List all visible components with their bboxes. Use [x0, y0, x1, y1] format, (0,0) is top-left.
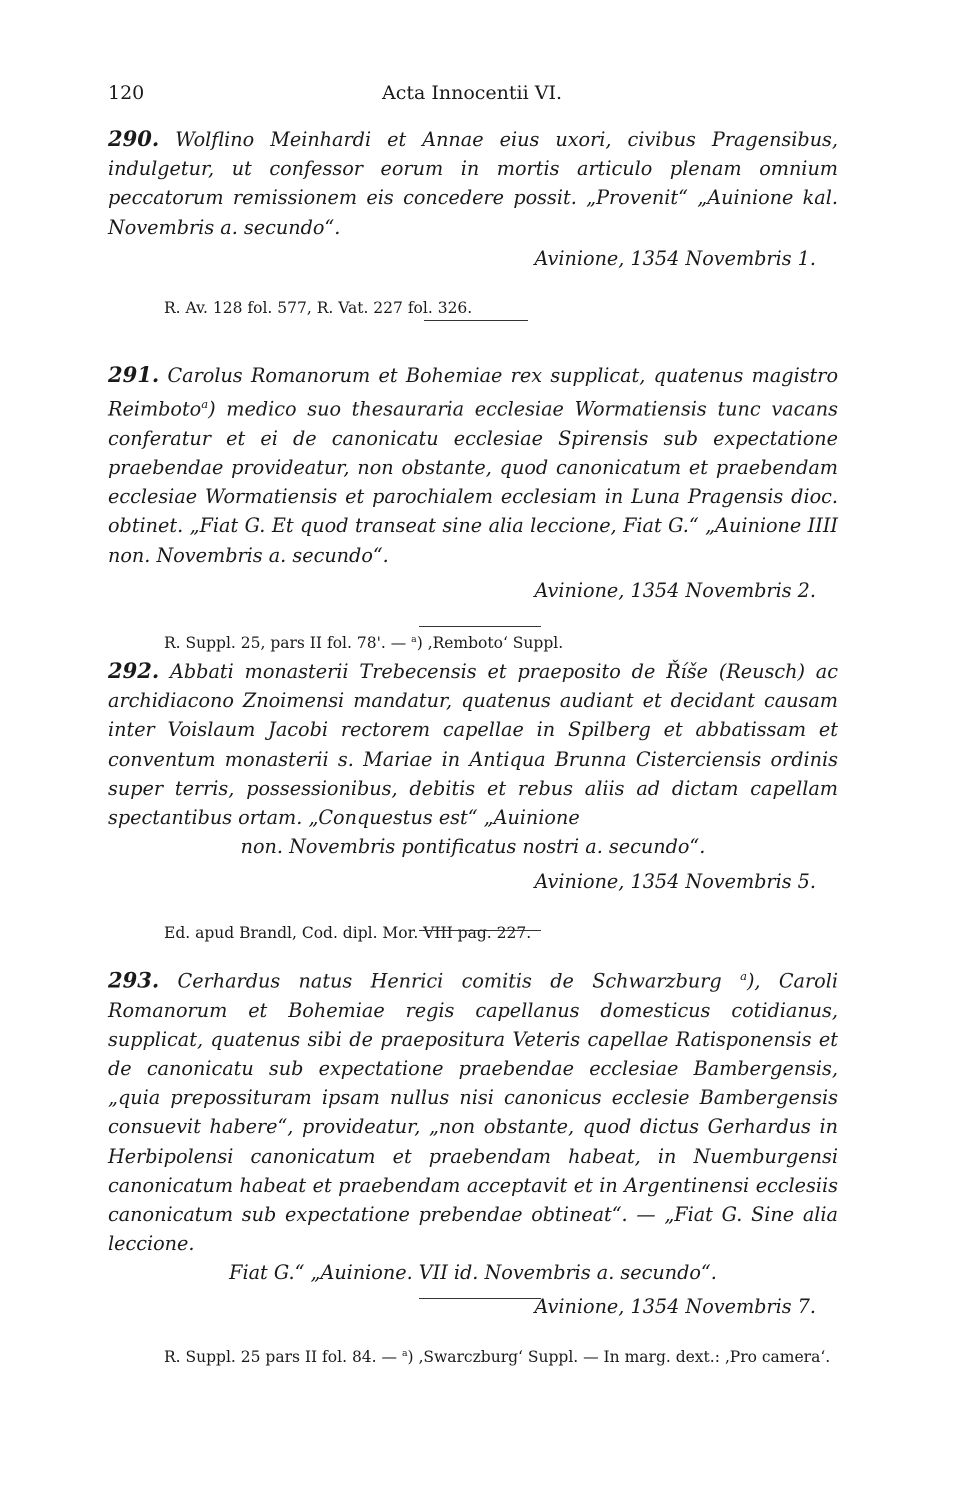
footnote-mark: a — [740, 969, 747, 983]
entry-date: Avinione, 1354 Novembris 5. — [534, 870, 816, 894]
entry-number: 292. — [108, 658, 160, 683]
page-number: 120 — [108, 82, 145, 104]
entry-last-line: Fiat G.“ „Auinione. VII id. Novembris a. secundo“. — [229, 1261, 717, 1285]
entry-last-line: non. Novembris pontificatus nostri a. secundo“. — [240, 835, 706, 859]
separator-rule — [419, 930, 541, 931]
entry-text: 290. Wolflino Meinhardi et Annae eius uxori, civibus Pragensibus, indulgetur, ut confessor eorum in mortis articulo plenam omnium peccatorum remissionem eis concedere possit. „Provenit“ „Auinione kal. Novembris a. secundo“. — [108, 126, 838, 239]
entry-number: 290. — [108, 126, 160, 151]
footnote-mark: a — [411, 633, 417, 645]
separator-rule — [419, 626, 541, 627]
entry-source: Ed. apud Brandl, Cod. dipl. Mor. VIII pag. 227. — [164, 924, 532, 943]
entry-293 — [108, 962, 838, 1368]
entry-text: 292. Abbati monasterii Trebecensis et praeposito de Říše (Reusch) ac archidiacono Znoimensi mandatur, quatenus audiant et decidant causam inter Voislaum Jacobi rectorem capellae in Spilberg et abbatissam et conventum monasterii s. Mariae in Antiqua Brunna Cisterciensis ordinis super terris, possessionibus, debitis et rebus aliis ad dictam capellam spectantibus ortam. „Conquestus est“ „Auinione — [108, 658, 838, 830]
entry-date: Avinione, 1354 Novembris 7. — [534, 1294, 816, 1318]
separator-rule — [419, 1298, 541, 1299]
page-header — [0, 82, 960, 112]
entry-source: R. Av. 128 fol. 577, R. Vat. 227 fol. 326. — [164, 298, 473, 317]
entry-source: R. Suppl. 25, pars II fol. 78'. — $^a$) ‚Remboto‘ Suppl. — [164, 633, 564, 652]
footnote-mark: a — [201, 397, 209, 412]
entry-date: Avinione, 1354 Novembris 2. — [534, 578, 816, 602]
entry-292 — [108, 656, 838, 944]
footnote-mark: a — [401, 1347, 408, 1359]
running-title: Acta Innocentii VI. — [382, 82, 562, 104]
entry-source: R. Suppl. 25 pars II fol. 84. — $^a$) ‚Swarczburg‘ Suppl. — In marg. dext.: ‚Pro camera‘. — [164, 1347, 831, 1366]
entry-date: Avinione, 1354 Novembris 1. — [534, 246, 816, 270]
entry-text: 293. Cerhardus natus Henrici comitis de Schwarzburg $^a$), Caroli Romanorum et Bohemiae regis capellanus domesticus cotidianus, supplicat, quatenus sibi de praepositura Veteris capellae Ratisponensis et de canonicatu sub expectatione praebendae ecclesiae Bambergensis, „quia prepossituram ipsam nullus nisi canonicus ecclesie Bambergensis consuevit habere“, provideatur, „non obstante, quod dictus Gerhardus in Herbipolensi canonicatum et praebendam habeat, in Nuemburgensi canonicatum habeat et praebendam acceptavit et in Argentinensi ecclesiis canonicatum sub expectatione prebendae obtineat“. — „Fiat G. Sine alia leccione. — [108, 967, 838, 1256]
separator-rule — [424, 320, 528, 321]
entry-text: 291. Carolus Romanorum et Bohemiae rex supplicat, quatenus magistro Reimboto$^a$) medico suo thesauraria ecclesiae Wormatiensis tunc vacans conferatur et ei de canonicatu ecclesiae Spirensis sub expectatione praebendae provideatur, non obstante, quod canonicatum et praebendam ecclesiae Wormatiensis et parochialem ecclesiam in Luna Pragensis dioc. obtinet. „Fiat G. Et quod transeat sine alia leccione, Fiat G.“ „Auinione IIII non. Novembris a. secundo“. — [108, 362, 838, 567]
entry-290 — [108, 124, 838, 319]
entry-291 — [108, 360, 838, 654]
entry-number: 291. — [108, 362, 160, 387]
entry-number: 293. — [108, 967, 160, 993]
